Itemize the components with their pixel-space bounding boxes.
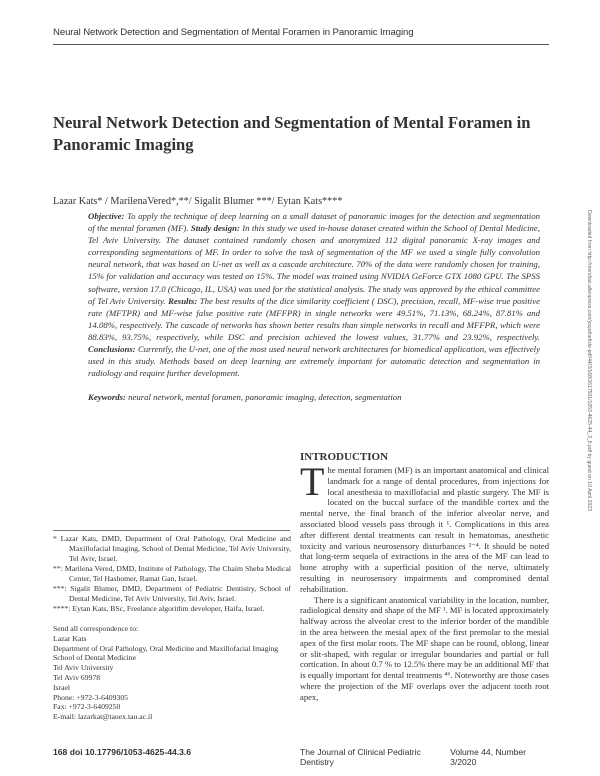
correspondence-line: Lazar Kats (53, 633, 87, 643)
header-rule (53, 44, 549, 45)
introduction-heading: INTRODUCTION (300, 451, 389, 463)
left-column-notes (53, 530, 291, 722)
objective-label: Objective: (88, 211, 125, 221)
correspondence-line: Tel Aviv 69978 (53, 672, 101, 682)
introduction-text: he mental foramen (MF) is an important anatomical and clinical landmark for a range of dental procedures, from injections for local anesthesia to maxillofacial and plastic surgery. The MF is located on the buccal surface of the mandible cortex and the mental nerve, the final branch of the inferior alveolar nerve, and associated blood vessels pass through it ¹. Complications in this area after different dental treatments can result in hematomas, anesthetic toxicity and various neurosensory disturbances ²⁻⁴. It should be noted that long-term sequela of extractions in the area of the MF can lead to bone atrophy with a superficial position of the nerve, ultimately resulting in neurosensory impairments and compromised dental rehabilitation. (300, 465, 549, 594)
footnote-rule (53, 530, 290, 531)
correspondence-line: Send all correspondence to: (53, 624, 139, 633)
download-note-text: Downloaded from http://meridian.allenpress.com/jocpd/article-pdf/44/3/168/2617501/1053-4625-44_3_6.pdf by guest on 10 April 2023 (586, 210, 592, 512)
introduction-paragraph: There is a significant anatomical variability in the location, number, radiological density and shape of the MF ¹. MF is located approximately halfway across the alveolar crest to the inferior border of the mandible in the area between the mesial apex of the first premolar to the mesial apex of the first molar roots. The MF shape can be round, oblong, linear or slit-shaped, with regular or irregular boundaries and partial or full cortication. In about 0.7 % to 12.5% there may be an additional MF that is equally important for dental treatments ⁴⁶. Noteworthy are those cases where the projection of the MF overlaps over the adjacent tooth root apex, (300, 594, 549, 702)
correspondence-line: Phone: +972-3-6409305 (53, 692, 129, 702)
footnote: ***: Sigalit Blumer, DMD, Department of Pediatric Dentistry, School of Dental Medicine, Tel Aviv University, Tel Aviv, Israel. (53, 584, 291, 603)
journal-volume: Volume 44, Number 3/2020 (450, 747, 527, 767)
download-watermark (584, 210, 592, 690)
conclusions-text: Currently, the U-net, one of the most used neural network architectures for biomedical application, was effectively used in this study. Methods based on deep learning are extremely important for automatic detection and segmentation in radiology and require further development. (88, 344, 540, 379)
introduction-body (300, 459, 549, 703)
study-design-text: In this study we used in-house dataset created within the School of Dental Medicine, Tel Aviv University. The dataset contained randomly chosen and anonymized 112 digital panoramic X-ray images and corresponding segmentations of MF. In order to solve the task of segmentation of the MF we used a single fully convolution neural network, that was based on U-net as well as a cascade architecture. 70% of the data were randomly chosen for training, 15% for validation and accuracy was tested on 15%. The model was trained using NVIDIA GeForce GTX 1080 GPU. The SPSS software, version 17.0 (Chicago, IL, USA) was used for the statistical analysis. The study was approved by the ethical committee of Tel Aviv University. (88, 223, 540, 306)
footnote: ****: Eytan Kats, BSc, Freelance algorithm developer, Haifa, Israel. (53, 604, 265, 613)
abstract-block (88, 210, 540, 403)
correspondence-line: School of Dental Medicine (53, 653, 137, 663)
correspondence-line: Israel (53, 682, 71, 692)
footnote: * Lazar Kats, DMD, Department of Oral Pathology, Oral Medicine and Maxillofacial Imaging, School of Dental Medicine, Tel Aviv University, Tel Aviv, Israel. (53, 534, 291, 563)
correspondence-email[interactable]: E-mail: lazarkat@tauex.tau.ac.il (53, 712, 153, 722)
abstract (88, 210, 540, 379)
author-affiliations (53, 534, 291, 614)
results-text: The best results of the dice similarity coefficient ( DSC), precision, recall, MF-wise true positive rate (MFTPR) and MF-wise false positive rate (MFFPR) in single networks were 49.51%, 71.13%, 68.24%, 87.81% and 14.08%, respectively. The cascade of networks has shown better results than simple networks in recall and MFFPR, which were 88.83%, 93.75%, respectively, while DSC and precision achieved the lowest values, 31.77% and 23.92%, respectively. (88, 295, 540, 342)
keywords-label: Keywords: (88, 392, 126, 403)
footnote: **: Marilena Vered, DMD, Institute of Pathology, The Chaim Sheba Medical Center, Tel Hashomer, Ramat Gan, Israel. (53, 564, 291, 583)
page-number-doi: 168 doi 10.17796/1053-4625-44.3.6 (53, 747, 192, 757)
keywords-text: neural network, mental foramen, panoramic imaging, detection, segmentation (125, 392, 402, 403)
journal-name: The Journal of Clinical Pediatric Dentistry (300, 747, 421, 767)
correspondence-line: Tel Aviv University (53, 663, 114, 673)
study-design-label: Study design: (188, 223, 240, 234)
drop-cap: T (300, 459, 325, 504)
results-label: Results: (165, 295, 198, 306)
keywords (88, 391, 540, 403)
introduction-paragraph (300, 459, 549, 595)
conclusions-label: Conclusions: (88, 344, 136, 355)
objective-text: To apply the technique of deep learning on a small dataset of panoramic images for the detection and segmentation of the mental foramen (MF). (88, 211, 540, 234)
author-list: Lazar Kats* / MarilenaVered*,**/ Sigalit Blumer ***/ Eytan Kats**** (53, 196, 343, 207)
correspondence-line: Department of Oral Pathology, Oral Medicine and Maxillofacial Imaging (53, 643, 279, 653)
journal-footer (300, 747, 550, 767)
article-title: Neural Network Detection and Segmentation of Mental Foramen in Panoramic Imaging (53, 113, 531, 154)
running-head: Neural Network Detection and Segmentation of Mental Foramen in Panoramic Imaging (53, 27, 414, 38)
correspondence-line: Fax: +972-3-6409250 (53, 702, 121, 712)
correspondence-block (53, 624, 291, 722)
